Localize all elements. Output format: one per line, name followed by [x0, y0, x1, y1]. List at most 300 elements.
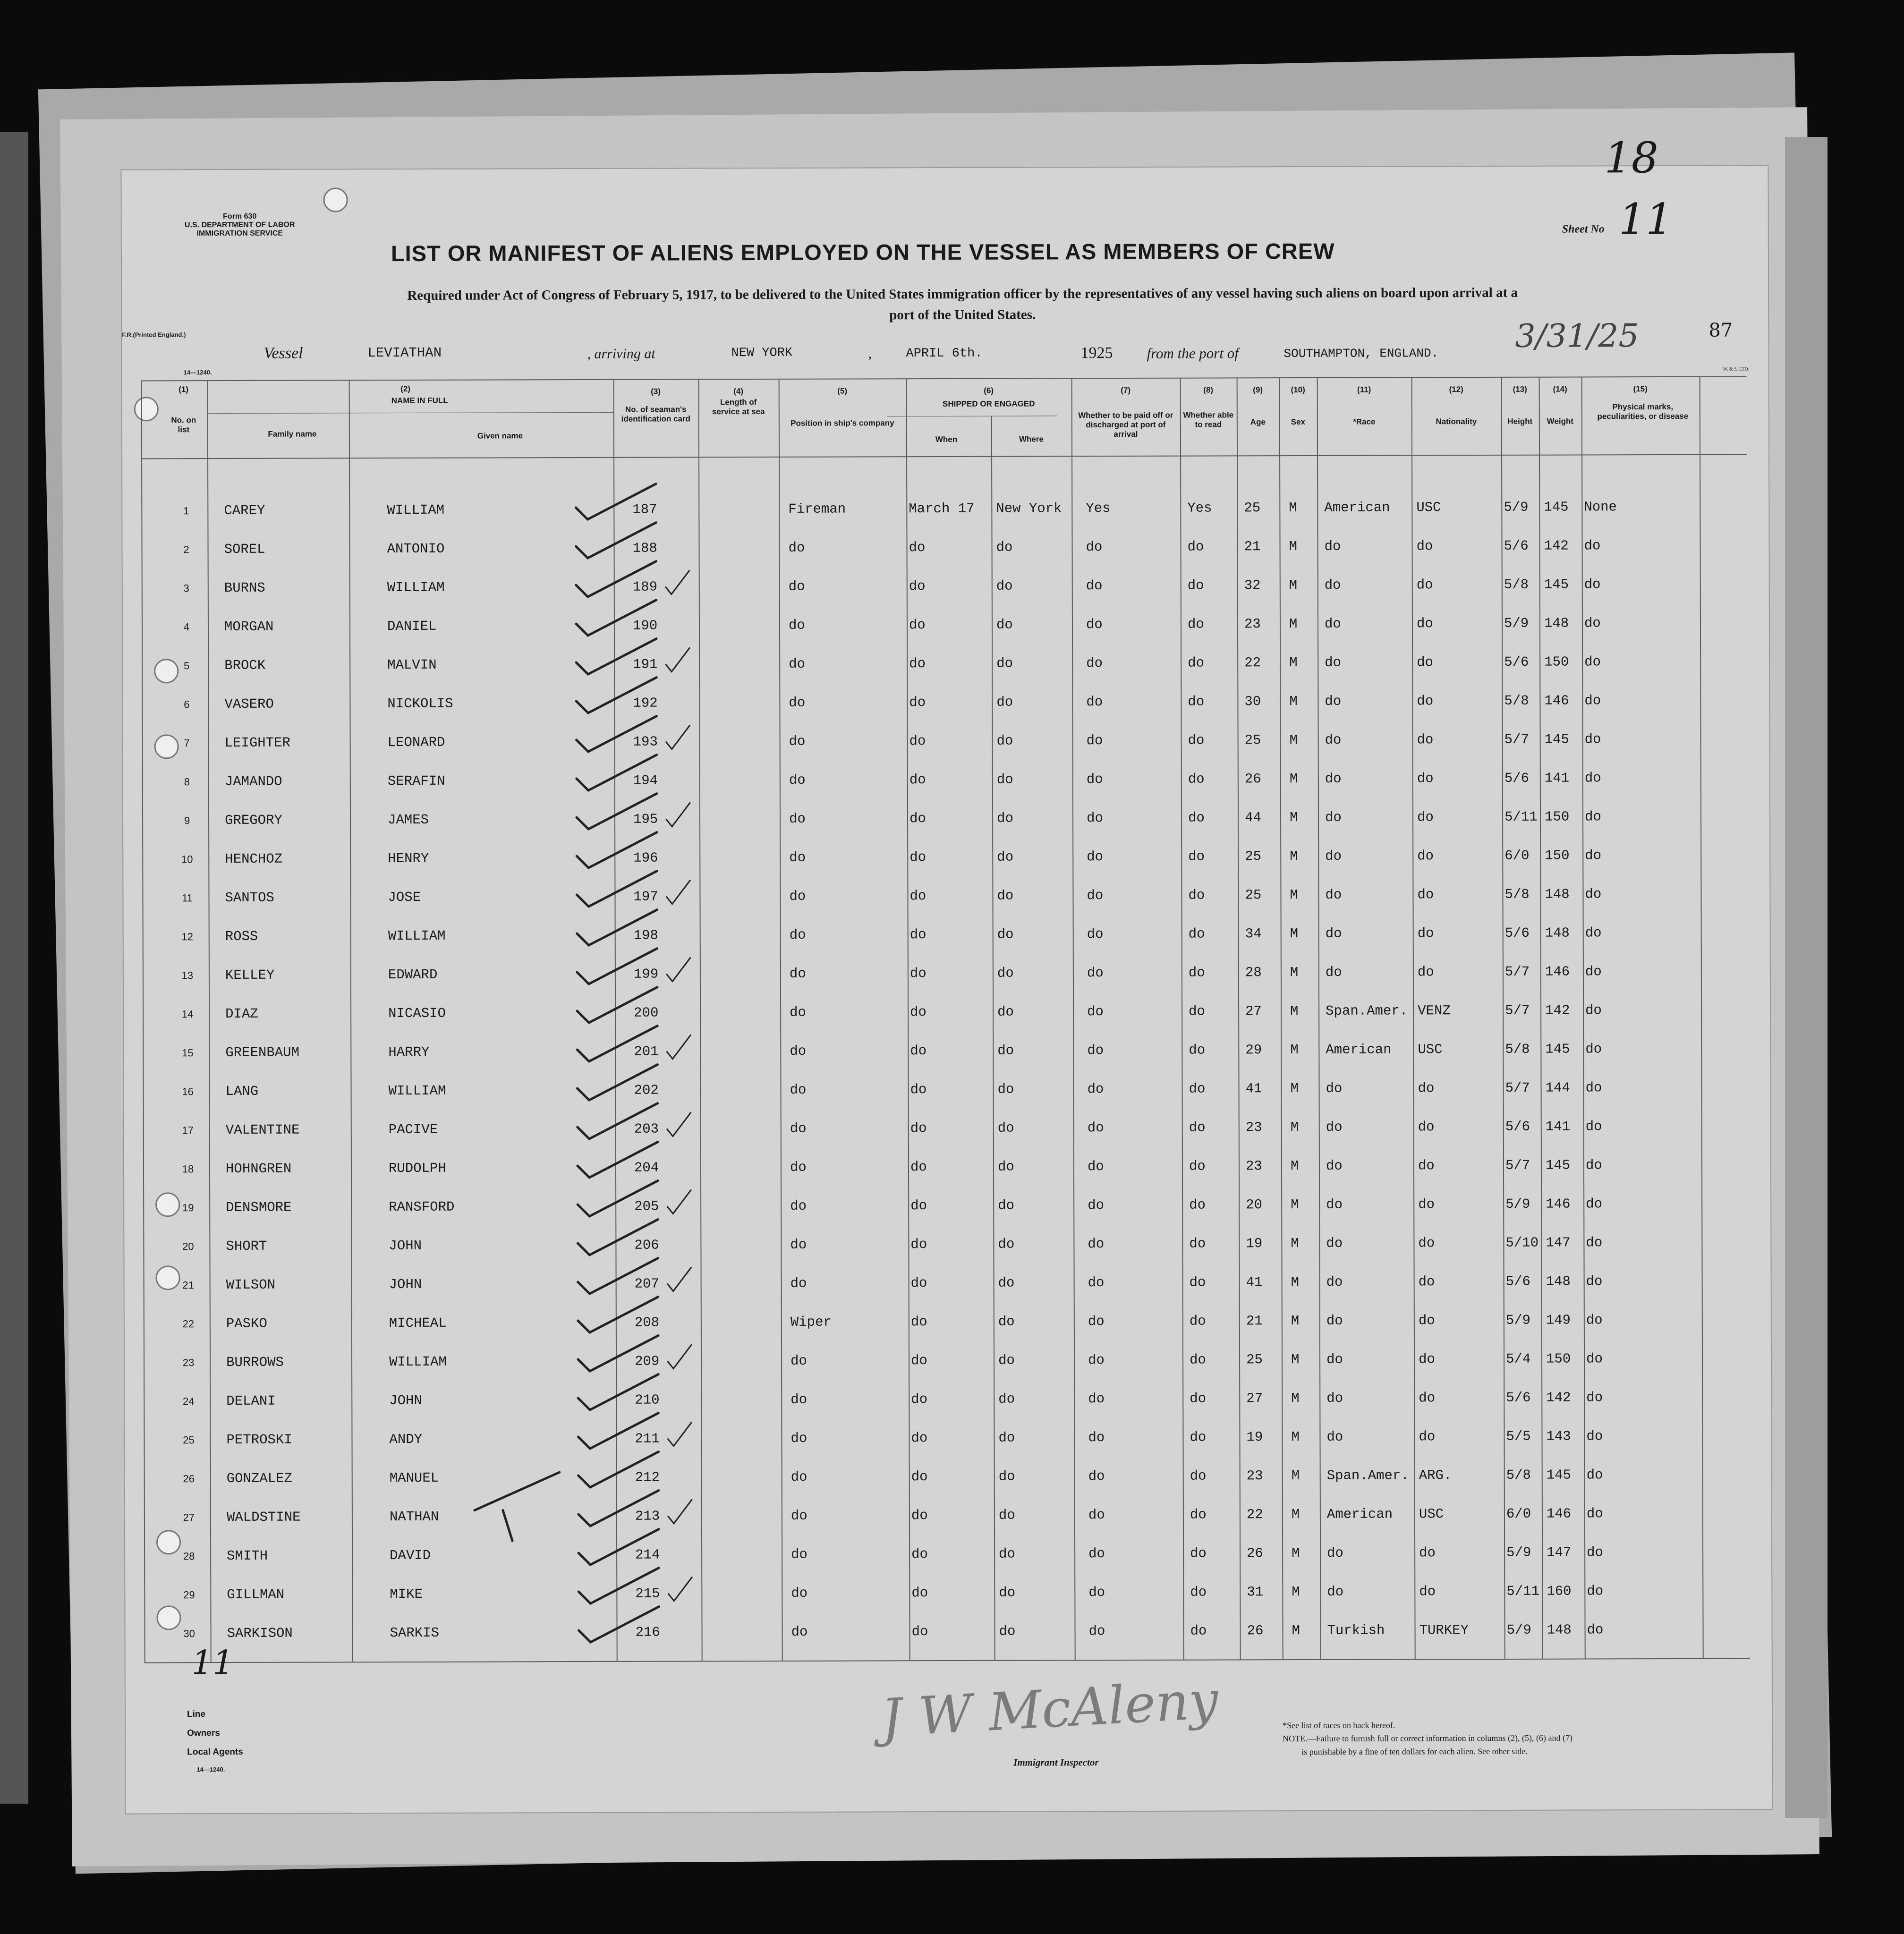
row-number: 18: [182, 1163, 194, 1175]
cell-where: do: [997, 926, 1014, 942]
cell-read: do: [1188, 926, 1205, 942]
cell-paid: Yes: [1086, 500, 1111, 517]
cell-family: ROSS: [225, 928, 258, 945]
cell-height: 5/6: [1506, 1390, 1531, 1406]
cell-position: do: [790, 1508, 808, 1524]
cell-position: do: [791, 1624, 808, 1640]
cell-sex: M: [1289, 577, 1298, 594]
row-number: 26: [183, 1473, 195, 1485]
col-num-3: (3): [651, 387, 661, 396]
check-mark: [577, 794, 657, 829]
cell-where: do: [997, 1004, 1014, 1020]
cell-paid: do: [1087, 849, 1104, 865]
tick-mark: [667, 1035, 690, 1059]
cell-height: 5/4: [1506, 1351, 1531, 1367]
arrival-year: 1925: [1080, 344, 1113, 362]
cell-family: KELLEY: [225, 967, 275, 984]
cell-read: do: [1189, 1274, 1206, 1290]
cell-family: HOHNGREN: [225, 1161, 292, 1177]
cell-family: DIAZ: [225, 1006, 258, 1022]
cell-when: do: [909, 695, 926, 711]
cell-race: American: [1326, 1042, 1392, 1058]
cell-family: VALENTINE: [225, 1122, 300, 1138]
inspector-signature: J W McAleny: [880, 1669, 1220, 1748]
cell-age: 25: [1244, 500, 1261, 516]
cell-card: 210: [635, 1392, 660, 1408]
cell-sex: M: [1290, 810, 1298, 826]
cell-paid: do: [1088, 1314, 1105, 1330]
cell-family: GREENBAUM: [225, 1044, 300, 1060]
cell-read: do: [1187, 616, 1204, 632]
cell-marks: do: [1585, 1119, 1602, 1135]
cell-nat: do: [1417, 848, 1434, 864]
cell-read: do: [1189, 1120, 1206, 1136]
page-number: 87: [1708, 319, 1733, 341]
row-number: 16: [182, 1086, 194, 1098]
col-num-9: (9): [1253, 385, 1263, 395]
cell-given: MICHEAL: [389, 1315, 447, 1332]
cell-height: 5/9: [1505, 1196, 1530, 1212]
cell-read: do: [1189, 1003, 1205, 1019]
check-mark: [577, 910, 657, 945]
cell-card: 188: [632, 540, 657, 556]
check-mark: [578, 1181, 658, 1216]
cell-race: do: [1326, 1390, 1343, 1406]
col-head-age: Age: [1250, 417, 1266, 427]
cell-paid: do: [1088, 1585, 1105, 1601]
cell-given: WILLIAM: [388, 928, 446, 944]
check-mark: [577, 1026, 657, 1061]
from-port-label: from the port of: [1147, 345, 1239, 362]
cell-paid: do: [1086, 733, 1103, 749]
cell-nat: USC: [1418, 1042, 1443, 1058]
cell-given: MANUEL: [389, 1470, 439, 1486]
cell-age: 25: [1246, 1352, 1263, 1368]
cell-given: SARKIS: [390, 1625, 440, 1641]
cell-sex: M: [1290, 1120, 1299, 1136]
cell-marks: do: [1584, 770, 1601, 786]
cell-family: SARKISON: [227, 1625, 293, 1641]
cell-age: 23: [1245, 1120, 1262, 1136]
cell-given: MIKE: [390, 1586, 423, 1603]
cell-weight: 142: [1546, 1390, 1571, 1406]
cell-age: 32: [1244, 577, 1261, 594]
cell-card: 205: [634, 1198, 659, 1214]
cell-marks: do: [1585, 1002, 1602, 1018]
arrival-date: APRIL 6th.: [906, 346, 983, 361]
cell-position: do: [791, 1546, 808, 1562]
cell-where: do: [999, 1546, 1015, 1562]
cell-where: do: [997, 1043, 1014, 1059]
cell-where: do: [998, 1275, 1015, 1291]
row-number: 29: [183, 1589, 195, 1601]
row-number: 19: [182, 1202, 194, 1214]
check-mark: [576, 716, 656, 752]
cell-race: do: [1325, 964, 1342, 980]
cell-card: 204: [634, 1160, 659, 1176]
cell-sex: M: [1291, 1507, 1300, 1523]
tick-mark: [668, 1422, 691, 1446]
cell-weight: 148: [1546, 1273, 1571, 1289]
cell-marks: do: [1584, 538, 1601, 554]
cell-nat: TURKEY: [1419, 1622, 1469, 1638]
cell-height: 5/7: [1505, 1080, 1530, 1096]
cell-weight: 147: [1547, 1544, 1572, 1561]
check-mark: [578, 1607, 659, 1642]
cell-paid: do: [1088, 1275, 1105, 1291]
cell-age: 31: [1247, 1584, 1264, 1600]
col-head-shipped: SHIPPED OR ENGAGED: [942, 399, 1035, 409]
cell-weight: 141: [1544, 770, 1570, 786]
cell-position: do: [789, 927, 806, 943]
department: U.S. DEPARTMENT OF LABOR: [184, 221, 295, 229]
cell-family: WALDSTINE: [226, 1509, 301, 1525]
cell-read: do: [1190, 1623, 1207, 1639]
cell-given: EDWARD: [388, 967, 438, 983]
cell-read: do: [1189, 1042, 1206, 1058]
top-page-mark: 18: [1604, 133, 1659, 183]
cell-given: MALVIN: [387, 657, 437, 673]
vessel-name: LEVIATHAN: [367, 345, 442, 361]
cell-family: HENCHOZ: [225, 851, 283, 867]
row-number: 13: [181, 969, 194, 982]
cell-when: do: [910, 849, 926, 865]
cell-read: do: [1188, 965, 1205, 981]
cell-race: American: [1326, 1506, 1393, 1522]
cell-marks: do: [1586, 1506, 1603, 1522]
cell-sex: M: [1290, 848, 1298, 865]
cell-marks: do: [1586, 1428, 1603, 1444]
col-head-family: Family name: [268, 429, 317, 439]
cell-sex: M: [1289, 500, 1297, 516]
cell-position: do: [789, 966, 806, 982]
col-head-position: Position in ship's company: [790, 418, 894, 428]
cell-sex: M: [1290, 1042, 1299, 1058]
cell-when: do: [909, 540, 926, 556]
subtitle-line-2: port of the United States.: [889, 307, 1036, 323]
cell-where: do: [998, 1352, 1015, 1368]
cell-when: do: [910, 1004, 926, 1020]
row-number: 3: [183, 582, 189, 594]
cell-nat: ARG.: [1419, 1467, 1452, 1484]
cell-given: WILLIAM: [387, 579, 445, 596]
cell-read: do: [1190, 1507, 1207, 1523]
cell-read: do: [1189, 1197, 1206, 1213]
cell-position: do: [789, 656, 806, 672]
line-label: Line: [187, 1709, 206, 1720]
check-mark: [577, 1065, 657, 1100]
cell-where: do: [998, 1468, 1015, 1484]
check-mark: [577, 832, 657, 868]
cell-race: do: [1325, 887, 1342, 903]
cell-age: 41: [1246, 1274, 1263, 1290]
cell-sex: M: [1290, 1003, 1299, 1019]
cell-nat: USC: [1419, 1506, 1444, 1522]
cell-position: do: [790, 1043, 807, 1059]
cell-when: do: [911, 1391, 928, 1408]
cell-paid: do: [1087, 1004, 1104, 1020]
cell-height: 6/0: [1504, 848, 1530, 864]
cell-where: do: [999, 1623, 1016, 1639]
cell-when: do: [910, 1237, 927, 1253]
cell-weight: 144: [1545, 1080, 1570, 1096]
cell-when: do: [910, 966, 926, 982]
cell-sex: M: [1290, 965, 1299, 981]
cell-position: do: [790, 1275, 807, 1291]
tally-mark: 11: [191, 1643, 234, 1682]
cell-weight: 145: [1544, 731, 1569, 747]
cell-given: WILLIAM: [389, 1354, 447, 1370]
handwritten-date: 3/31/25: [1515, 317, 1639, 355]
cell-sex: M: [1292, 1545, 1300, 1561]
cell-marks: do: [1587, 1622, 1604, 1638]
cell-position: do: [789, 888, 806, 904]
cell-family: WILSON: [226, 1277, 276, 1293]
cell-paid: do: [1088, 1546, 1105, 1562]
check-mark: [578, 1297, 658, 1332]
cell-family: BURNS: [224, 580, 265, 596]
col-head-where: Where: [1019, 434, 1044, 444]
cell-marks: do: [1585, 1041, 1602, 1057]
cell-when: do: [911, 1624, 928, 1640]
cell-sex: M: [1289, 771, 1298, 787]
row-number: 24: [182, 1395, 195, 1408]
cell-race: do: [1326, 1196, 1343, 1213]
check-mark: [576, 523, 656, 558]
cell-card: 213: [635, 1508, 660, 1524]
cell-read: do: [1190, 1545, 1207, 1561]
owners-label: Owners: [187, 1728, 220, 1739]
col-num-12: (12): [1449, 385, 1463, 394]
cell-sex: M: [1290, 926, 1299, 942]
cell-weight: 145: [1545, 1157, 1571, 1173]
cell-paid: do: [1088, 1197, 1105, 1213]
cell-nat: do: [1419, 1545, 1436, 1561]
cell-given: HENRY: [388, 850, 429, 867]
cell-card: 196: [633, 850, 658, 866]
check-mark: [576, 600, 656, 636]
cell-weight: 160: [1547, 1583, 1572, 1599]
cell-family: DELANI: [226, 1393, 276, 1409]
cell-height: 5/9: [1506, 1622, 1531, 1638]
cell-marks: do: [1586, 1235, 1603, 1251]
cell-weight: 141: [1545, 1119, 1571, 1135]
cell-race: do: [1326, 1313, 1343, 1329]
cell-race: do: [1325, 654, 1342, 670]
check-mark: [578, 1413, 658, 1449]
cell-card: 200: [634, 1005, 659, 1021]
cell-race: do: [1326, 1429, 1343, 1445]
check-mark: [578, 1258, 658, 1294]
cell-sex: M: [1289, 694, 1298, 710]
cell-age: 27: [1246, 1391, 1263, 1407]
tick-mark: [667, 1112, 691, 1136]
cell-height: 5/7: [1504, 964, 1530, 980]
cell-marks: do: [1586, 1196, 1603, 1212]
cell-age: 34: [1245, 926, 1262, 942]
cell-age: 29: [1245, 1042, 1262, 1058]
cell-sex: M: [1292, 1584, 1300, 1600]
cell-height: 5/11: [1504, 809, 1538, 825]
cell-card: 215: [635, 1586, 660, 1602]
cell-family: MORGAN: [224, 619, 274, 635]
cell-marks: do: [1585, 925, 1602, 941]
handwritten-checkmarks: [121, 166, 1772, 1813]
cell-when: do: [910, 1159, 927, 1175]
cell-age: 26: [1247, 1623, 1264, 1639]
cell-where: do: [997, 965, 1014, 981]
cell-nat: do: [1417, 693, 1434, 709]
tick-mark: [667, 1190, 691, 1213]
cell-where: do: [997, 1159, 1014, 1175]
cell-paid: do: [1088, 1468, 1105, 1484]
cell-where: do: [999, 1585, 1016, 1601]
cell-position: do: [790, 1353, 807, 1369]
row-number: 20: [182, 1240, 194, 1253]
cell-height: 5/10: [1505, 1235, 1539, 1251]
cell-nat: do: [1418, 1313, 1435, 1329]
cell-given: PACIVE: [388, 1121, 438, 1138]
cell-nat: do: [1417, 964, 1434, 980]
col-num-10: (10): [1291, 385, 1305, 395]
cell-age: 28: [1245, 965, 1262, 981]
check-mark: [475, 1472, 560, 1541]
arrival-port: NEW YORK: [731, 346, 793, 361]
cell-card: 209: [635, 1353, 660, 1369]
cell-age: 30: [1244, 694, 1261, 710]
race-note: *See list of races on back hereof.: [1283, 1720, 1395, 1730]
cell-marks: do: [1585, 886, 1602, 902]
cell-family: BURROWS: [226, 1354, 284, 1370]
cell-marks: do: [1584, 615, 1601, 631]
cell-nat: do: [1417, 925, 1434, 942]
cell-when: do: [910, 1120, 927, 1137]
check-mark: [578, 1491, 659, 1526]
cell-when: March 17: [909, 500, 975, 517]
cell-given: WILLIAM: [387, 502, 445, 518]
cell-family: GREGORY: [225, 812, 282, 829]
cell-card: 201: [634, 1043, 659, 1060]
cell-card: 206: [634, 1237, 659, 1253]
cell-given: LEONARD: [387, 734, 445, 751]
cell-position: do: [790, 1004, 806, 1020]
cell-marks: do: [1586, 1467, 1603, 1483]
col-num-5: (5): [837, 386, 848, 396]
cell-paid: do: [1087, 1043, 1104, 1059]
cell-where: New York: [996, 500, 1062, 517]
cell-marks: do: [1585, 848, 1602, 864]
row-number: 14: [181, 1008, 194, 1020]
row-number: 12: [181, 931, 193, 943]
cell-sex: M: [1291, 1352, 1300, 1368]
cell-given: RANSFORD: [389, 1199, 455, 1215]
cell-height: 5/9: [1505, 1312, 1531, 1328]
cell-position: do: [790, 1430, 808, 1446]
cell-when: do: [909, 578, 926, 594]
cell-when: do: [911, 1469, 928, 1485]
printer-mark: W. & S. LTD.: [1723, 366, 1749, 372]
col-num-4: (4): [733, 387, 744, 396]
cell-height: 5/6: [1505, 1273, 1530, 1289]
cell-marks: do: [1584, 654, 1601, 670]
cell-card: 195: [633, 811, 658, 827]
cell-nat: do: [1418, 1235, 1435, 1251]
cell-position: do: [789, 695, 806, 711]
cell-race: do: [1325, 693, 1342, 709]
cell-height: 5/8: [1505, 1041, 1530, 1057]
cell-race: do: [1325, 848, 1342, 864]
cell-sex: M: [1290, 887, 1298, 903]
cell-family: GONZALEZ: [226, 1470, 292, 1486]
row-number: 25: [183, 1434, 195, 1446]
cell-paid: do: [1087, 965, 1104, 981]
cell-when: do: [910, 811, 926, 827]
cell-card: 187: [632, 501, 657, 517]
row-number: 28: [183, 1550, 195, 1562]
form-number: Form 630: [223, 212, 257, 221]
cell-sex: M: [1290, 1081, 1299, 1097]
cell-when: do: [910, 1314, 927, 1330]
cell-paid: do: [1086, 772, 1103, 788]
cell-nat: do: [1418, 1119, 1435, 1135]
cell-nat: do: [1416, 538, 1433, 554]
cell-sex: M: [1289, 616, 1298, 632]
cell-height: 5/8: [1504, 577, 1529, 593]
cell-when: do: [910, 1275, 927, 1291]
col-head-read: Whether able to read: [1183, 410, 1234, 429]
col-head-card: No. of seaman's identification card: [621, 405, 691, 424]
row-number: 11: [182, 892, 193, 904]
cell-sex: M: [1291, 1391, 1300, 1407]
cell-given: DANIEL: [387, 618, 437, 635]
cell-age: 22: [1244, 655, 1261, 671]
footer-code: 14—1240.: [196, 1766, 225, 1773]
subtitle-line-1: Required under Act of Congress of February 5, 1917, to be delivered to the United States immigration officer by the representatives of any vessel having such aliens on board upon arrival at a: [407, 285, 1518, 303]
cell-where: do: [996, 655, 1013, 671]
cell-weight: 148: [1544, 615, 1569, 631]
cell-position: do: [789, 772, 806, 788]
sheet-no-label: Sheet No: [1562, 223, 1605, 236]
cell-where: do: [997, 1081, 1014, 1097]
col-num-8: (8): [1203, 385, 1214, 395]
cell-marks: do: [1585, 1157, 1602, 1173]
from-port: SOUTHAMPTON, ENGLAND.: [1284, 346, 1439, 361]
cell-where: do: [996, 617, 1013, 633]
cell-where: do: [998, 1507, 1015, 1523]
cell-marks: do: [1586, 1390, 1603, 1406]
cell-given: ANTONIO: [387, 541, 445, 557]
cell-sex: M: [1291, 1468, 1300, 1484]
check-mark: [576, 484, 656, 519]
local-agents-label: Local Agents: [187, 1747, 243, 1757]
cell-read: do: [1188, 810, 1205, 826]
cell-given: JOHN: [389, 1276, 422, 1293]
col-head-weight: Weight: [1547, 416, 1574, 426]
cell-sex: M: [1291, 1197, 1299, 1213]
col-num-7: (7): [1121, 385, 1131, 395]
cell-height: 5/5: [1506, 1428, 1531, 1444]
check-mark: [578, 1336, 658, 1371]
col-head-when: When: [935, 434, 958, 444]
cell-race: Span.Amer.: [1326, 1003, 1408, 1019]
cell-when: do: [911, 1430, 928, 1446]
cell-nat: do: [1419, 1584, 1436, 1600]
cell-card: 216: [635, 1624, 660, 1640]
cell-family: PASKO: [226, 1315, 267, 1332]
check-mark: [577, 949, 657, 984]
check-mark: [578, 1529, 659, 1565]
cell-nat: do: [1418, 1080, 1435, 1096]
